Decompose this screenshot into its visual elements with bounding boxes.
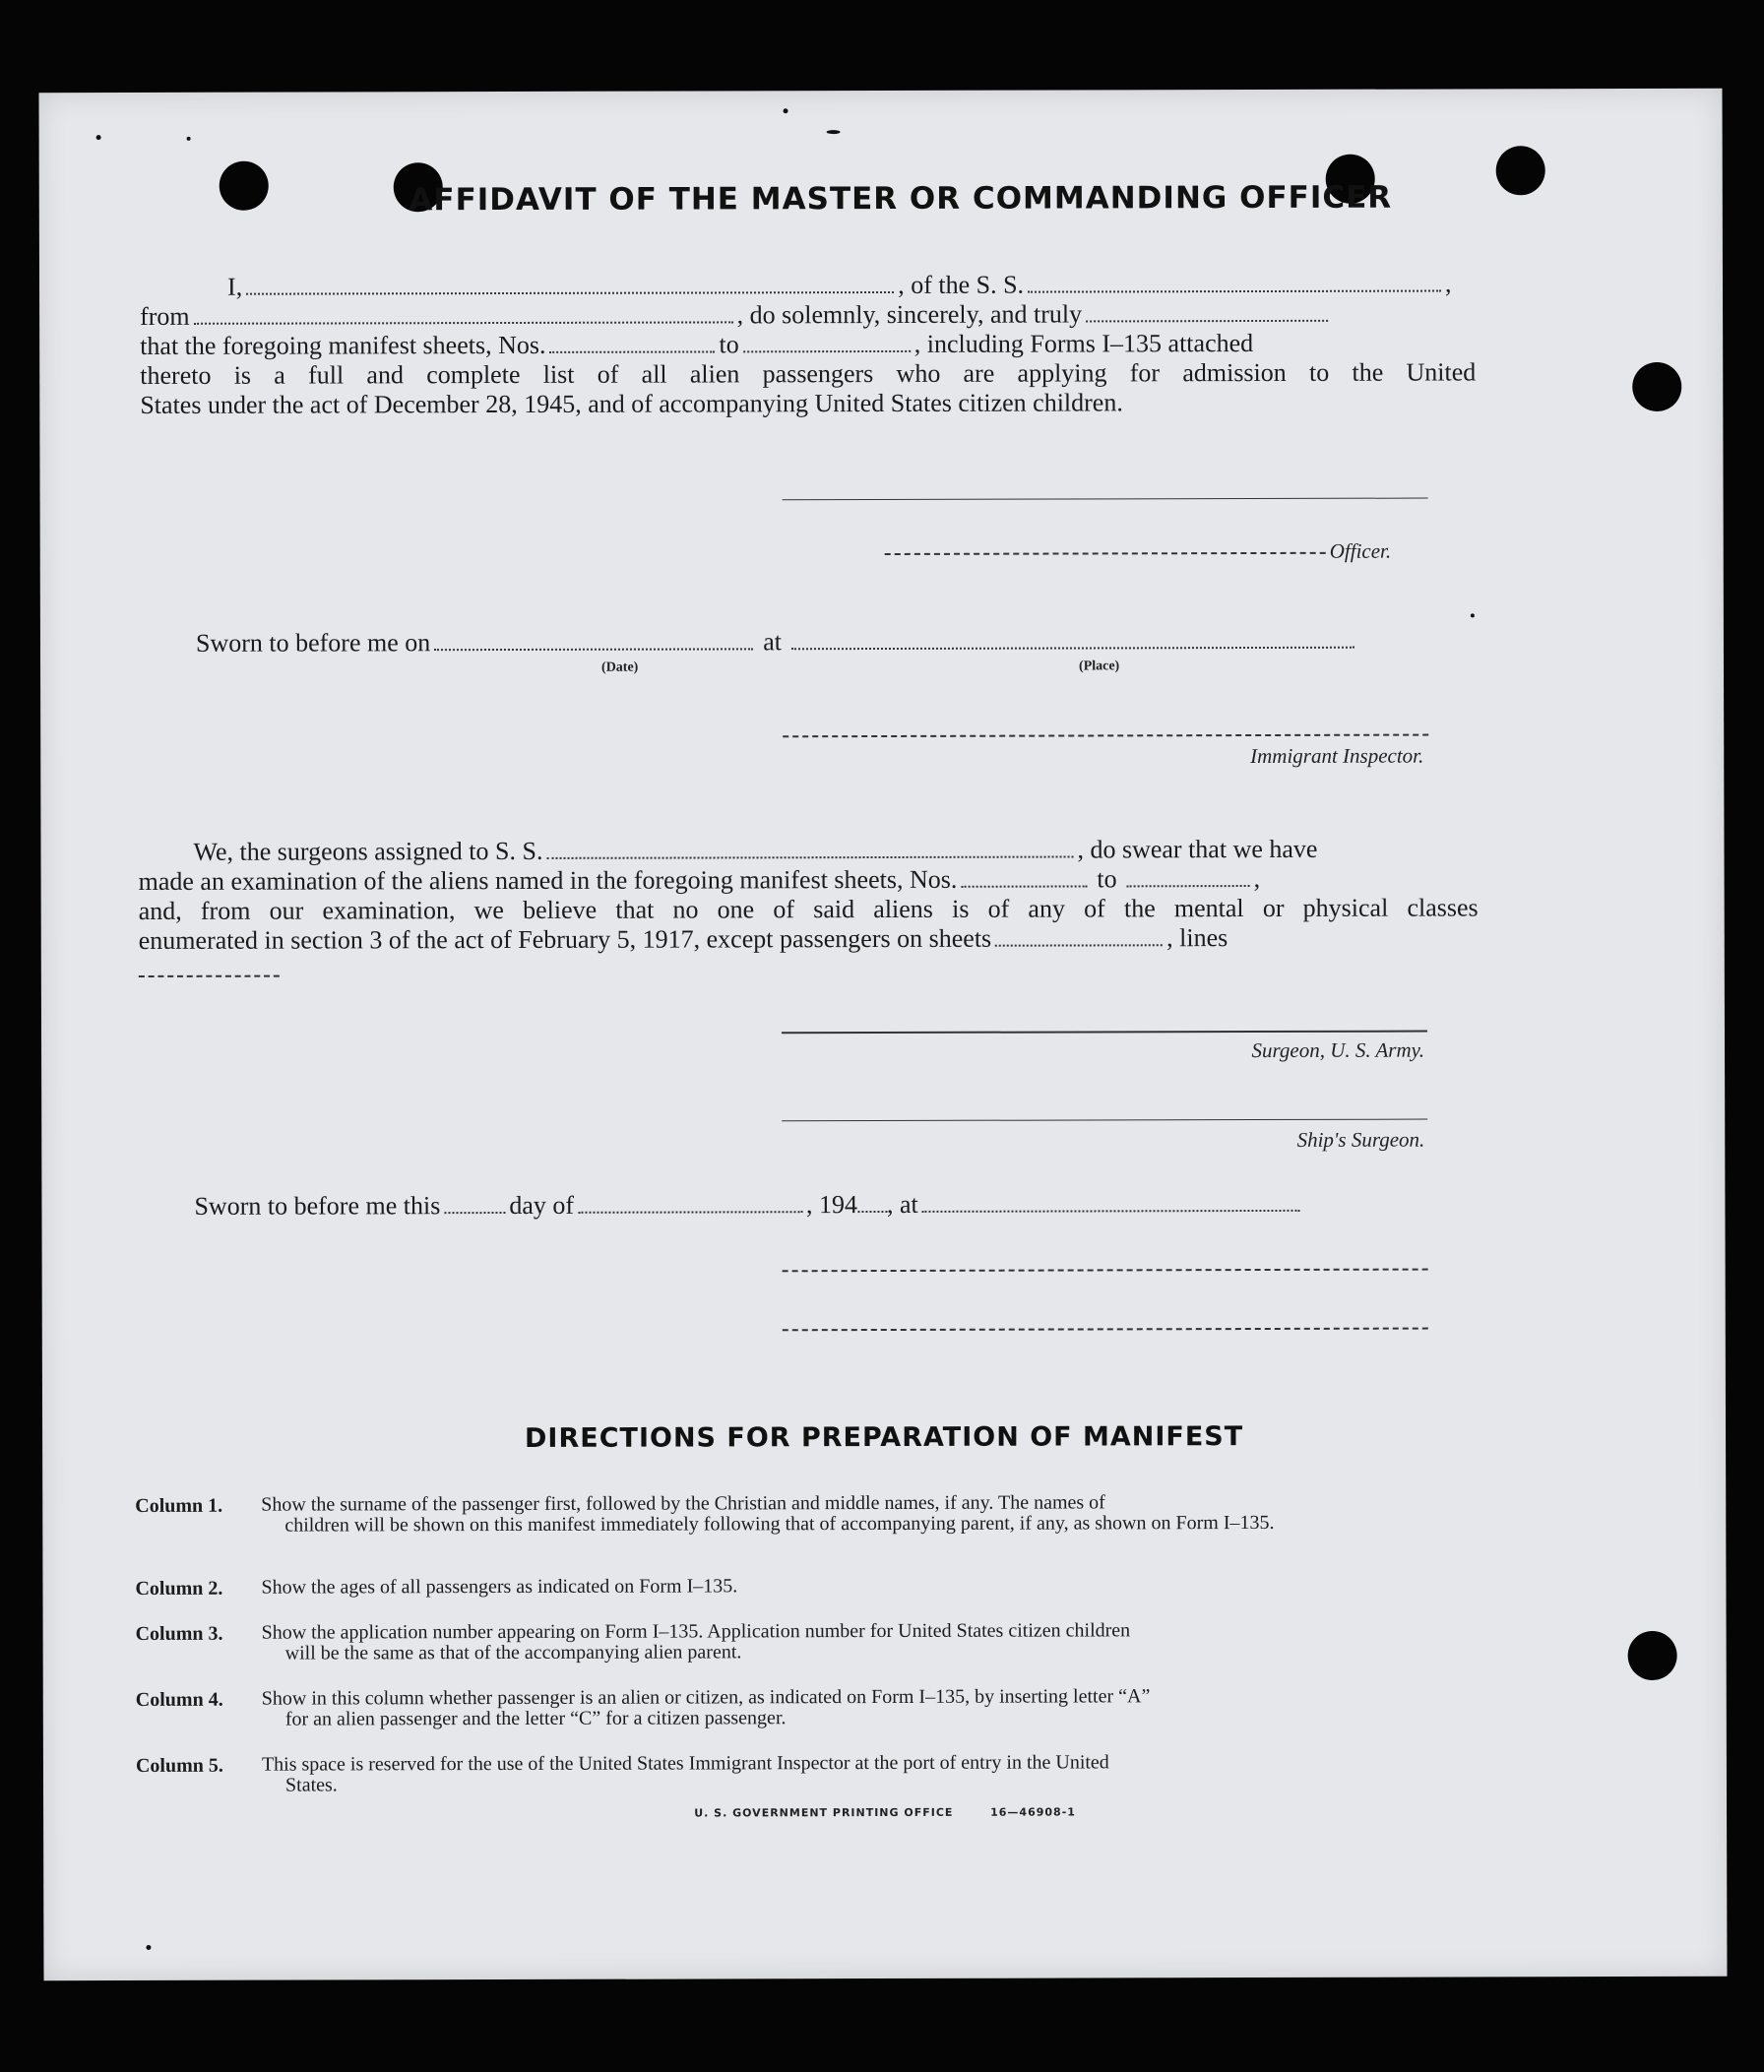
ink-speck (784, 108, 788, 113)
affidavit-sheets: that the foregoing manifest sheets, Nos. (140, 330, 546, 360)
punch-hole (1632, 362, 1681, 411)
column-text-first: This space is reserved for the use of the United States Immigrant Inspector at the port of entry in the United (261, 1751, 1109, 1776)
ship-surgeon-label: Ship's Surgeon. (1296, 1127, 1425, 1152)
except-lines-field[interactable] (139, 975, 280, 977)
direction-column-1 (135, 1491, 1474, 1554)
place-label: (Place) (1079, 659, 1120, 674)
surgeons-exam: made an examination of the aliens named in the foregoing manifest sheets, Nos. (138, 864, 958, 896)
surgeons-to: to (1097, 864, 1117, 894)
inspector-signature-line[interactable] (783, 734, 1428, 738)
column-text-first: Show the application number appearing on Form I–135. Application number for United States citizen children (261, 1619, 1131, 1644)
affidavit-forms: , including Forms I–135 attached (914, 329, 1254, 358)
column-text (262, 1619, 1475, 1664)
sworn-place-field[interactable] (791, 629, 1354, 650)
column-text-rest: States. (284, 1774, 338, 1796)
document-page (38, 89, 1727, 1980)
surgeons-line-1 (193, 835, 1317, 867)
column-label: Column 2. (135, 1577, 223, 1600)
port-from-field[interactable] (194, 303, 733, 324)
column-text-rest: for an alien passenger and the letter “C” for a citizen passenger. (284, 1707, 787, 1730)
ship-name-field[interactable] (1028, 273, 1441, 293)
affidavit-title: AFFIDAVIT OF THE MASTER OR COMMANDING OFFICER (409, 179, 1393, 219)
army-surgeon-signature-line[interactable] (782, 1031, 1427, 1035)
ship-surgeon-signature-line[interactable] (782, 1119, 1427, 1122)
form-number: 16—46908-1 (990, 1805, 1076, 1819)
column-label: Column 1. (135, 1494, 223, 1517)
column-text (262, 1751, 1475, 1795)
sworn2-place-field[interactable] (922, 1192, 1300, 1213)
officer-signature-line[interactable] (783, 498, 1428, 501)
column-text-first: Show in this column whether passenger is an alien or citizen, as indicated on Form I–135, by inserting letter “A” (261, 1685, 1151, 1710)
officer-title-line[interactable] (885, 552, 1326, 555)
surgeons-swear: , do swear that we have (1077, 834, 1318, 864)
affidavit-line-5: States under the act of December 28, 1945, and of accompanying United States citizen children. (140, 388, 1123, 419)
affidavit-line-1 (188, 269, 1452, 301)
direction-column-5 (136, 1751, 1475, 1798)
surgeons-section: enumerated in section 3 of the act of February 5, 1917, except passengers on sheets (138, 923, 992, 955)
affidavit-comma: , (1444, 269, 1452, 298)
army-surgeon-label: Surgeon, U. S. Army. (1251, 1037, 1425, 1063)
affidavit-i: I, (226, 272, 243, 301)
swear-field[interactable] (1086, 302, 1328, 323)
affidavit-to: to (719, 330, 739, 359)
surgeons-lines: , lines (1166, 923, 1228, 953)
column-text-rest: will be the same as that of the accompanying alien parent. (284, 1641, 742, 1664)
sworn2-month-field[interactable] (578, 1193, 802, 1214)
sworn2-prefix: Sworn to before me this (194, 1191, 441, 1221)
surgeons-comma: , (1253, 863, 1261, 894)
ink-speck (146, 1945, 151, 1950)
sworn2-day-field[interactable] (444, 1194, 505, 1214)
surgeons-line-2 (139, 864, 1261, 897)
surgeons-sheets-from-field[interactable] (961, 867, 1087, 887)
sworn-date-field[interactable] (434, 630, 753, 651)
direction-column-2 (135, 1574, 1474, 1601)
sworn-line-2 (194, 1189, 1303, 1222)
ink-speck (187, 137, 191, 141)
sworn2-year-field[interactable] (857, 1193, 887, 1213)
sworn2-day-of: day of (509, 1190, 575, 1220)
column-text-first: Show the ages of all passengers as indicated on Form I–135. (261, 1575, 738, 1599)
affidavit-line-3 (140, 329, 1253, 361)
printer-name: U. S. GOVERNMENT PRINTING OFFICE (694, 1805, 954, 1820)
column-text (261, 1491, 1474, 1536)
sworn-on: Sworn to before me on (195, 628, 431, 658)
affidavit-line-2 (140, 299, 1332, 332)
column-label: Column 3. (135, 1622, 223, 1645)
affidavit-of-ss: , of the S. S. (898, 270, 1025, 299)
surgeons-line-4 (139, 923, 1228, 956)
sheets-to-field[interactable] (743, 333, 911, 352)
column-text-rest: children will be shown on this manifest immediately following that of accompanying parent, if any, as shown on Form I–135. (284, 1511, 1275, 1537)
sworn-line-1 (196, 626, 1358, 659)
sworn2-at: , at (886, 1189, 918, 1219)
printing-office-footer (43, 1804, 1727, 1821)
surgeons-sheets-to-field[interactable] (1127, 867, 1250, 887)
sworn2-year: , 194 (805, 1190, 858, 1220)
master-name-field[interactable] (246, 274, 894, 295)
sworn2-signature-line-1[interactable] (783, 1269, 1428, 1273)
except-sheets-field[interactable] (995, 926, 1163, 946)
date-label: (Date) (601, 659, 639, 675)
sworn2-signature-line-2[interactable] (783, 1328, 1428, 1332)
sworn-at: at (763, 627, 783, 657)
officer-label: Officer. (1329, 538, 1392, 563)
ink-speck (827, 130, 841, 134)
column-text (261, 1574, 1474, 1598)
direction-column-4 (136, 1685, 1475, 1732)
column-text (262, 1685, 1475, 1729)
surgeons-ship-field[interactable] (546, 838, 1073, 858)
affidavit-solemnly: , do solemnly, sincerely, and truly (736, 299, 1083, 330)
ink-speck (1471, 613, 1475, 617)
column-label: Column 5. (135, 1754, 223, 1777)
ink-speck (96, 135, 101, 140)
column-text-first: Show the surname of the passenger first, followed by the Christian and middle names, if any. The names of (261, 1491, 1105, 1516)
affidavit-from: from (140, 301, 190, 331)
surgeons-line-3: and, from our examination, we believe that no one of said aliens is of any of the mental or physical classes (138, 893, 1479, 925)
inspector-label: Immigrant Inspector. (1250, 743, 1424, 769)
affidavit-line-4: thereto is a full and complete list of all alien passengers who are applying for admission to the United (140, 357, 1477, 390)
direction-column-3 (136, 1619, 1475, 1666)
surgeons-intro: We, the surgeons assigned to S. S. (193, 836, 543, 866)
directions-title: DIRECTIONS FOR PREPARATION OF MANIFEST (524, 1421, 1244, 1454)
column-label: Column 4. (135, 1688, 223, 1711)
sheets-from-field[interactable] (549, 333, 715, 352)
punch-hole (1628, 1631, 1677, 1680)
